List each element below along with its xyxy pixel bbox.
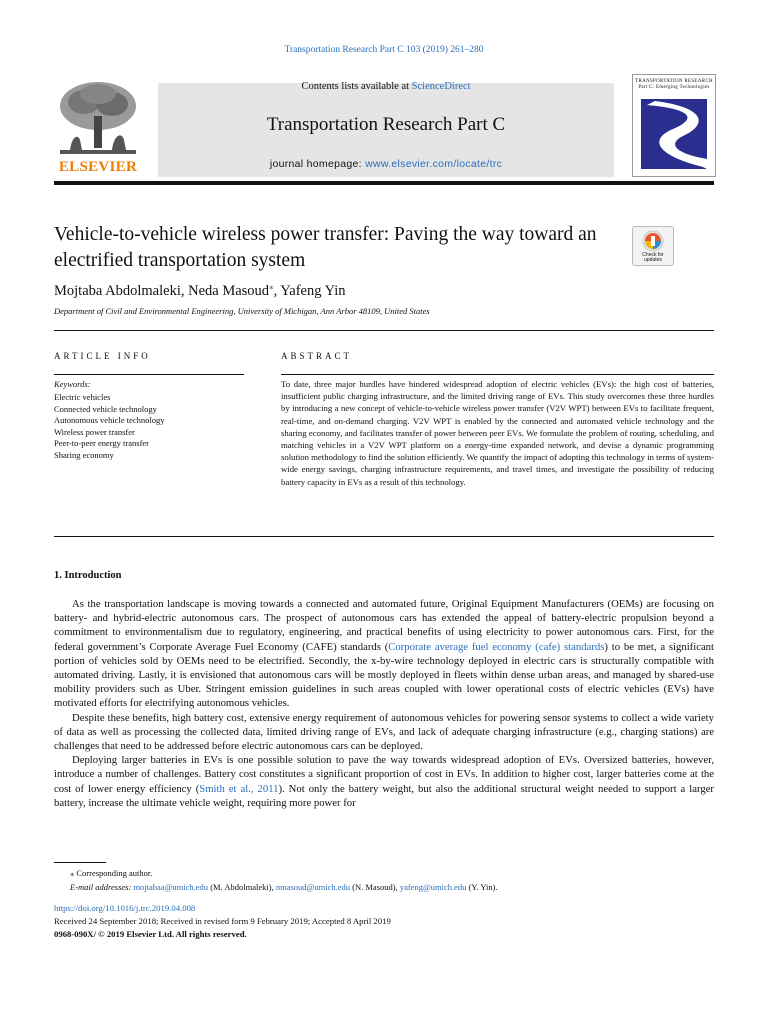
journal-cover[interactable] <box>632 74 716 177</box>
journal-reference-link[interactable]: Transportation Research Part C 103 (2019) 261–280 <box>284 45 484 55</box>
keyword-item: Electric vehicles <box>54 392 111 402</box>
corresponding-author-mark[interactable]: ⁎ <box>269 281 274 291</box>
email-link-yin[interactable]: yafeng@umich.edu <box>399 881 467 892</box>
article-info-heading: ARTICLE INFO <box>54 351 151 361</box>
paragraph-text: ). Not only the battery weight, but also the additional structural weight needed to support a larger battery, increase the ultimate vehicle weight, requiring more power for <box>54 782 714 809</box>
abstract-text: To date, three major hurdles have hindered widespread adoption of electric vehicles (EVs): the high cost of batteries, insufficient public charging infrastructure, and the limited driving range of EVs. This study overcomes these three hurdles by introducing a new concept of vehicle-to-vehicle wireless power transfer (V2V WPT) between EVs to facilitate frequent, real-time, and on-demand charging. V2V WPT is enabled by the connected and automated vehicle technology and the sharing economy, and facilitates transfer of power between peer EVs. We formulate the problem of routing, scheduling, and matching vehicles in a V2V WPT platform on a energy-time expanded network, and devise a dynamic programming solution methodology to find the solution efficiently. We quantify the impact of adopting this technology in terms of system-wide energy savings, charging infrastructure requirements, and travel times, and investigate the possibility of reducing battery capacity in EVs as a result of this technology. <box>281 379 714 487</box>
contents-line <box>158 81 614 92</box>
keyword-item: Wireless power transfer <box>54 426 135 437</box>
paragraph-text: ) to be met, a significant portion of vehicles sold by OEMs need to be electrified. Secondly, the x-by-wire technology deployed in electric cars is structurally compatible with automated driving. Lastly, it is envisioned that autonomous cars will be mostly deployed in fleets within dense urban areas, and managed by shared-use mobility providers such as Uber. Stringent emission guidelines in such areas coupled with lower operational costs of electric vehicles (EVs) have motivated efforts for electrifying autonomous vehicles. <box>54 640 714 710</box>
abstract-bottom-rule <box>54 536 714 537</box>
section-heading-introduction: 1. Introduction <box>54 570 122 581</box>
email-owner: (N. Masoud), <box>350 881 400 892</box>
cover-road-icon <box>633 75 715 176</box>
keyword-list <box>54 392 164 462</box>
affiliation: Department of Civil and Environmental Engineering, University of Michigan, Ann Arbor 48109, United States <box>54 306 430 316</box>
citation-link-smith[interactable]: Smith et al., 2011 <box>199 782 279 795</box>
homepage-line <box>158 158 614 170</box>
keyword-item: Autonomous vehicle technology <box>54 415 165 426</box>
article-title: Vehicle-to-vehicle wireless power transfer: Paving the way toward an electrified transportation system <box>54 224 597 271</box>
footnotes <box>54 867 498 894</box>
homepage-prefix: journal homepage: <box>269 158 366 170</box>
paragraph <box>54 597 714 711</box>
author-list <box>54 281 346 300</box>
paragraph-text: As the transportation landscape is moving towards a connected and automated future, Original Equipment Manufacturers (OEMs) are focusing on battery- and hybrid-electric autonomous cars. The prospect of autonomous cars has extended the appeal of battery-electric propulsion beyond a commitment to environmentalism due to regulatory, engineering, and practical benefits of using electricity to power autonomous cars. First, for the federal government’s Corporate Average Fuel Economy (CAFE) standards ( <box>54 598 714 653</box>
copyright-line: 0968-090X/ © 2019 Elsevier Ltd. All rights reserved. <box>54 929 247 939</box>
elsevier-logo <box>54 80 142 176</box>
corresponding-author-note: ⁎ Corresponding author. <box>70 868 153 878</box>
sciencedirect-link[interactable]: ScienceDirect <box>411 81 471 92</box>
keywords-label: Keywords: <box>54 379 91 389</box>
email-addresses <box>54 881 498 895</box>
check-updates-label: Check for updates <box>642 252 664 263</box>
keyword-item: Sharing economy <box>54 449 114 460</box>
doi-link[interactable]: https://doi.org/10.1016/j.trc.2019.04.008 <box>54 903 196 913</box>
publication-info <box>54 902 391 941</box>
author-yin: , Yafeng Yin <box>273 282 346 299</box>
paragraph-text: Deploying larger batteries in EVs is one possible solution to pave the way towards widespread adoption of EVs. Oversized batteries, however, introduce a number of challenges. Battery cost constitutes a significant proportion of cost in EVs. In addition to higher cost, larger batteries come at the cost of lower energy efficiency ( <box>54 754 714 795</box>
author-masoud: Neda Masoud <box>188 282 270 299</box>
journal-title: Transportation Research Part C <box>266 114 506 135</box>
email-owner: (M. Abdolmaleki), <box>208 881 276 892</box>
keyword-item: Connected vehicle technology <box>54 403 157 414</box>
abstract-heading: ABSTRACT <box>281 351 353 361</box>
author-abdolmaleki: Mojtaba Abdolmaleki, <box>54 282 189 299</box>
footnote-rule <box>54 862 106 863</box>
abstract-rule <box>281 374 714 375</box>
email-owner: (Y. Yin). <box>466 881 498 892</box>
received-dates: Received 24 September 2018; Received in revised form 9 February 2019; Accepted 8 April 2019 <box>54 916 391 926</box>
keyword-item: Peer-to-peer energy transfer <box>54 438 150 449</box>
check-for-updates-button[interactable] <box>632 226 674 266</box>
journal-homepage-link[interactable]: www.elsevier.com/locate/trc <box>365 158 503 170</box>
header-rule <box>54 181 714 185</box>
paragraph <box>54 753 714 810</box>
email-label: E-mail addresses: <box>70 881 132 892</box>
email-link-masoud[interactable]: nmasoud@umich.edu <box>275 881 350 892</box>
title-rule <box>54 330 714 331</box>
citation-link-cafe[interactable]: Corporate average fuel economy (cafe) standards <box>388 640 605 653</box>
tree-icon <box>54 80 142 156</box>
contents-prefix: Contents lists available at <box>301 81 412 92</box>
cover-subtitle-text: Part C: Emerging Technologies <box>638 85 710 90</box>
email-link-abdolmaleki[interactable]: mojtabaa@umich.edu <box>133 881 209 892</box>
paragraph: Despite these benefits, high battery cost, extensive energy requirement of autonomous vehicles for powering sensor systems to collect a wide variety of data as well as processing the collected data, limited driving range of EVs, and lack of adequate charging infrastructure (e.g., charging stations) are challenges that need to be addressed before electric autonomous cars can be deployed. <box>54 711 714 753</box>
article-info-rule <box>54 374 244 375</box>
cover-title-text: TRANSPORTATION RESEARCH <box>635 79 713 84</box>
body-text <box>54 597 714 810</box>
publisher-name: ELSEVIER <box>58 159 138 175</box>
